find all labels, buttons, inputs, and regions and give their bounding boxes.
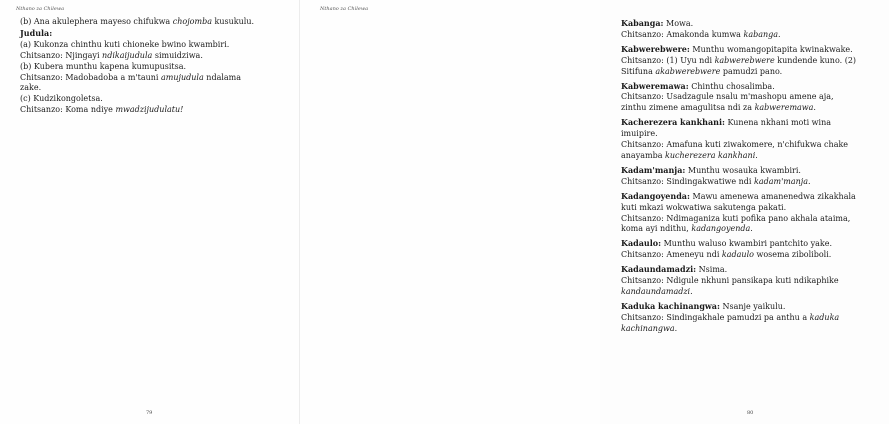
- headword: Kabanga:: [621, 18, 664, 28]
- example-word: akabwerebwere: [655, 66, 721, 76]
- text-line: [621, 117, 889, 129]
- example-word: kachinangwa.: [621, 323, 678, 333]
- text-line: [20, 94, 288, 105]
- text-segment: Chitsanzo: Usadzagule nsalu m'mashopu amene aja,: [621, 92, 834, 102]
- page-body: [20, 17, 288, 116]
- text-line: [621, 224, 889, 235]
- text-line: [621, 301, 889, 313]
- text-segment: Munthu waluso kwambiri pantchito yake.: [661, 239, 833, 249]
- text-line: [621, 313, 889, 324]
- text-segment: zake.: [20, 83, 42, 93]
- text-segment: kusukulu.: [211, 17, 255, 26]
- headword: Kadaundamadzi:: [621, 264, 697, 275]
- text-line: [621, 67, 889, 78]
- example-word: ndikaijudula: [102, 50, 153, 60]
- text-line: [621, 177, 889, 188]
- example-word: kandaundamadzi.: [621, 286, 693, 296]
- example-word: kucherezera kankhani.: [665, 150, 758, 160]
- text-line: [621, 238, 889, 250]
- text-segment: zinthu zimene amagulitsa ndi za: [621, 103, 755, 113]
- text-segment: Chitsanzo: Ameneyu ndi: [621, 250, 722, 260]
- headword: Kadangoyenda:: [621, 190, 690, 201]
- text-segment: Nsima.: [696, 265, 728, 275]
- running-header: Nthano za Chilewa: [320, 6, 369, 12]
- text-segment: Chinthu chosalimba.: [688, 81, 775, 91]
- text-line: [621, 56, 889, 67]
- headword: Kacherezera kankhani:: [621, 117, 725, 128]
- example-word: kadam'manja.: [754, 176, 811, 186]
- example-word: kadangoyenda.: [691, 224, 753, 234]
- example-word: kabweremawa.: [754, 103, 816, 113]
- text-line: [20, 51, 288, 62]
- text-line: [621, 18, 889, 30]
- text-line: [20, 83, 288, 94]
- text-segment: anayamba: [621, 150, 665, 160]
- left-page: [0, 0, 300, 424]
- headword: Kaduka kachinangwa:: [621, 300, 720, 311]
- dictionary-entry: [621, 18, 889, 41]
- dictionary-entry: [621, 81, 889, 115]
- text-segment: koma ayi ndithu,: [621, 224, 692, 234]
- text-line: [20, 17, 288, 28]
- text-line: [621, 276, 889, 287]
- dictionary-entry: [621, 301, 889, 335]
- text-line: [621, 250, 889, 261]
- right-page: [300, 0, 857, 424]
- text-segment: Chitsanzo: Njingayi: [20, 50, 103, 60]
- text-segment: Chitsanzo: Ndigule nkhuni pansikapa kuti ndikaphike: [621, 276, 839, 286]
- text-line: [621, 129, 889, 140]
- dictionary-entry: [621, 44, 889, 78]
- text-line: [621, 324, 889, 335]
- dictionary-entry: [621, 117, 889, 162]
- text-line: [621, 165, 889, 177]
- text-line: [621, 103, 889, 114]
- text-segment: Chitsanzo: Koma ndiye: [20, 105, 116, 115]
- text-segment: Sitifuna: [621, 66, 656, 76]
- text-segment: Mowa.: [663, 19, 694, 28]
- text-segment: Chitsanzo: Ndimaganiza kuti pofika pano akhala ataima,: [621, 213, 851, 223]
- text-line: [621, 30, 889, 41]
- text-segment: simuidziwa.: [152, 50, 203, 60]
- headword: Kabwerebwere:: [621, 43, 690, 54]
- example-word: amujudula: [161, 72, 204, 82]
- text-segment: Kunena nkhani moti wina: [724, 118, 832, 128]
- text-segment: imuipire.: [621, 129, 658, 139]
- text-line: [621, 191, 889, 203]
- text-line: [20, 73, 288, 84]
- dictionary-entry: [621, 191, 889, 236]
- text-line: [621, 92, 889, 103]
- page-number: 80: [747, 410, 754, 416]
- text-line: [621, 287, 889, 298]
- text-line: [20, 105, 288, 116]
- page-body: [621, 18, 889, 338]
- example-word: chojomba: [172, 17, 212, 26]
- text-segment: Chitsanzo: Amafuna kuti ziwakomere, n'chifukwa chake: [621, 140, 849, 150]
- text-line: [621, 44, 889, 56]
- text-line: [20, 40, 288, 51]
- headword: Judula:: [20, 27, 53, 38]
- text-line: [621, 81, 889, 93]
- example-word: mwadzijudulatu!: [115, 105, 184, 115]
- text-segment: (b) Ana akulephera mayeso chifukwa: [20, 17, 173, 26]
- page-number: 79: [146, 410, 153, 416]
- text-line: [621, 140, 889, 151]
- text-segment: Chitsanzo: Madobadoba a m'tauni: [20, 72, 161, 82]
- text-segment: Chitsanzo: Sindingakwatiwe ndi: [621, 176, 754, 186]
- text-segment: wosema ziboliboli.: [753, 250, 832, 260]
- text-segment: Chitsanzo: (1) Uyu ndi: [621, 55, 715, 65]
- text-segment: kundende kuno. (2): [774, 55, 857, 65]
- text-segment: ndalama: [203, 72, 242, 82]
- dictionary-entry: [621, 238, 889, 261]
- text-line: [621, 214, 889, 225]
- text-segment: kuti mkazi wokwatiwa sakutenga pakati.: [621, 202, 787, 212]
- example-word: kabanga.: [743, 29, 781, 39]
- example-word: kadaulo: [721, 250, 754, 260]
- headword: Kabweremawa:: [621, 80, 689, 91]
- text-segment: Munthu womangopitapita kwinakwake.: [689, 44, 853, 54]
- running-header: Nthano za Chilewa: [16, 6, 65, 12]
- text-segment: Mawu amenewa amanenedwa zikakhala: [689, 191, 856, 201]
- dictionary-entry: [621, 165, 889, 188]
- text-segment: (b) Kubera munthu kapena kumupusitsa.: [20, 61, 187, 71]
- text-line: [20, 28, 288, 40]
- text-line: [621, 151, 889, 162]
- text-segment: (c) Kudzikongoletsa.: [20, 94, 103, 104]
- headword: Kadaulo:: [621, 238, 662, 249]
- text-segment: (a) Kukonza chinthu kuti chioneke bwino kwambiri.: [20, 39, 230, 49]
- text-segment: Chitsanzo: Amakonda kumwa: [621, 29, 744, 39]
- text-segment: Nsanje yaikulu.: [719, 301, 786, 311]
- text-segment: Munthu wosauka kwambiri.: [685, 165, 801, 175]
- text-segment: Chitsanzo: Sindingakhale pamudzi pa anthu a: [621, 312, 810, 322]
- text-line: [20, 62, 288, 73]
- example-word: kabwerebwere: [714, 55, 775, 65]
- dictionary-entry: [621, 264, 889, 298]
- text-line: [621, 264, 889, 276]
- text-segment: pamudzi pano.: [720, 66, 783, 76]
- headword: Kadam'manja:: [621, 164, 686, 175]
- example-word: kaduka: [809, 312, 840, 322]
- text-line: [621, 203, 889, 214]
